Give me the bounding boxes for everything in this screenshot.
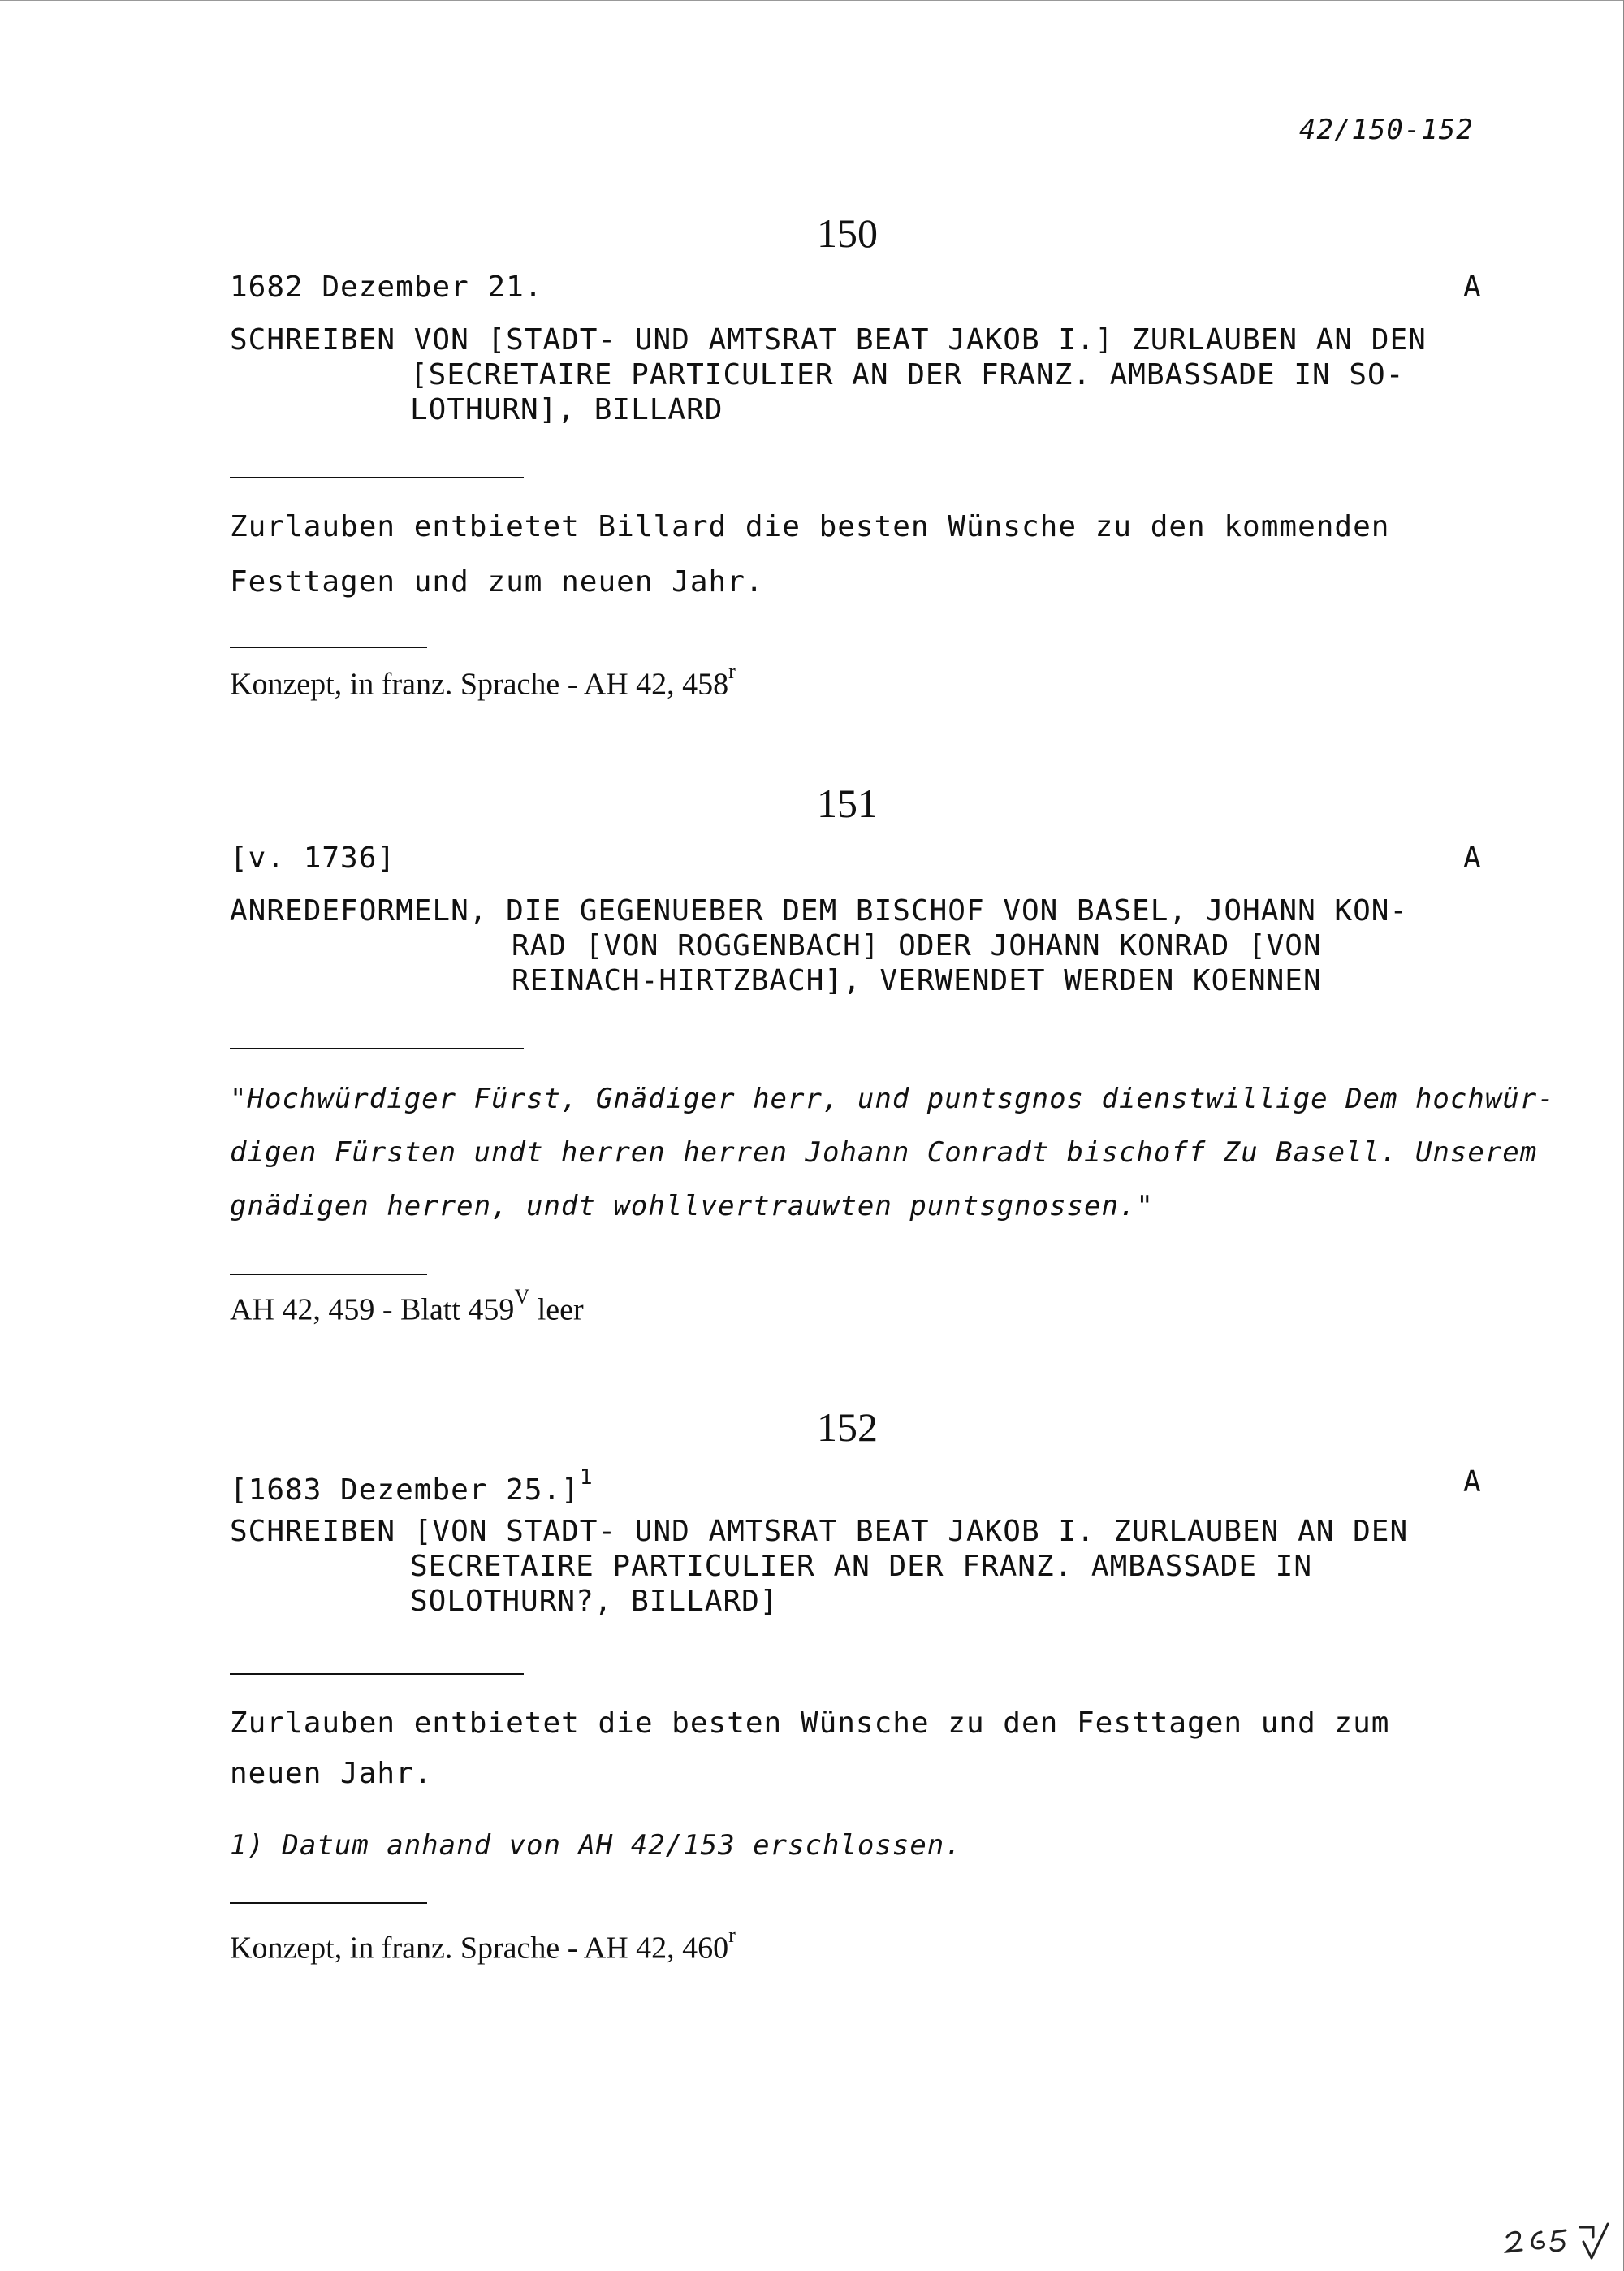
entry-summary-line-2: Festtagen und zum neuen Jahr.: [230, 565, 764, 599]
entry-source-sup: r: [728, 1923, 736, 1947]
entry-summary-line-1: Zurlauben entbietet die besten Wünsche zu den Festtagen und zum: [230, 1706, 1390, 1740]
entry-source-150: [230, 660, 736, 703]
separator-rule-short: [230, 1274, 427, 1275]
entry-title-line-1: ANREDEFORMELN, DIE GEGENUEBER DEM BISCHOF VON BASEL, JOHANN KON-: [230, 894, 1409, 928]
entry-title-line-3: REINACH-HIRTZBACH], VERWENDET WERDEN KOENNEN: [512, 964, 1322, 997]
entry-source-text: AH 42, 459 - Blatt 459: [230, 1292, 515, 1327]
entry-summary-line-1: Zurlauben entbietet Billard die besten Wünsche zu den kommenden: [230, 510, 1390, 543]
entry-title-line-3: LOTHURN], BILLARD: [410, 393, 723, 426]
entry-source-151: [230, 1285, 584, 1328]
entry-source-152: [230, 1923, 736, 1966]
page-reference: 42/150-152: [1299, 114, 1474, 146]
entry-quote-line-2: digen Fürsten undt herren herren Johann Conradt bischoff Zu Basell. Unserem: [230, 1136, 1538, 1169]
entry-summary-line-2: neuen Jahr.: [230, 1757, 433, 1790]
entry-date-151: [v. 1736]: [230, 841, 396, 875]
entry-date-150: 1682 Dezember 21.: [230, 270, 543, 304]
entry-title-line-2: SECRETAIRE PARTICULIER AN DER FRANZ. AMBASSADE IN: [410, 1550, 1313, 1583]
entry-date-text: [1683 Dezember 25.]: [230, 1473, 580, 1507]
footnote: 1) Datum anhand von AH 42/153 erschlossen.: [230, 1829, 962, 1862]
separator-rule-short: [230, 1902, 427, 1904]
separator-rule: [230, 477, 524, 478]
entry-number-151: 151: [817, 781, 878, 826]
entry-source-text: Konzept, in franz. Sprache - AH 42, 458: [230, 667, 729, 702]
handwritten-page-number: [1502, 2209, 1616, 2266]
entry-date-152: [230, 1464, 593, 1508]
separator-rule-short: [230, 647, 427, 648]
entry-source-after: leer: [529, 1292, 584, 1327]
entry-quote-line-1: "Hochwürdiger Fürst, Gnädiger herr, und puntsgnos dienstwillige Dem hochwür-: [230, 1083, 1555, 1115]
entry-title-line-3: SOLOTHURN?, BILLARD]: [410, 1585, 779, 1618]
entry-source-sup: r: [728, 660, 736, 683]
entry-number-152: 152: [817, 1404, 878, 1450]
entry-source-sup: V: [514, 1285, 530, 1309]
entry-letter-152: A: [1463, 1465, 1482, 1499]
entry-title-line-2: [SECRETAIRE PARTICULIER AN DER FRANZ. AMBASSADE IN SO-: [410, 358, 1405, 391]
entry-source-text: Konzept, in franz. Sprache - AH 42, 460: [230, 1931, 729, 1966]
separator-rule: [230, 1048, 524, 1049]
entry-quote-line-3: gnädigen herren, undt wohllvertrauwten puntsgnossen.": [230, 1190, 1154, 1222]
scan-top-edge: [0, 0, 1624, 1]
entry-title-line-1: SCHREIBEN [VON STADT- UND AMTSRAT BEAT JAKOB I. ZURLAUBEN AN DEN: [230, 1515, 1409, 1548]
entry-number-150: 150: [817, 210, 878, 256]
entry-title-line-1: SCHREIBEN VON [STADT- UND AMTSRAT BEAT JAKOB I.] ZURLAUBEN AN DEN: [230, 323, 1427, 357]
separator-rule: [230, 1673, 524, 1675]
entry-letter-151: A: [1463, 841, 1482, 875]
footnote-marker: 1: [579, 1465, 594, 1490]
entry-letter-150: A: [1463, 270, 1482, 304]
entry-title-line-2: RAD [VON ROGGENBACH] ODER JOHANN KONRAD [VON: [512, 929, 1322, 962]
